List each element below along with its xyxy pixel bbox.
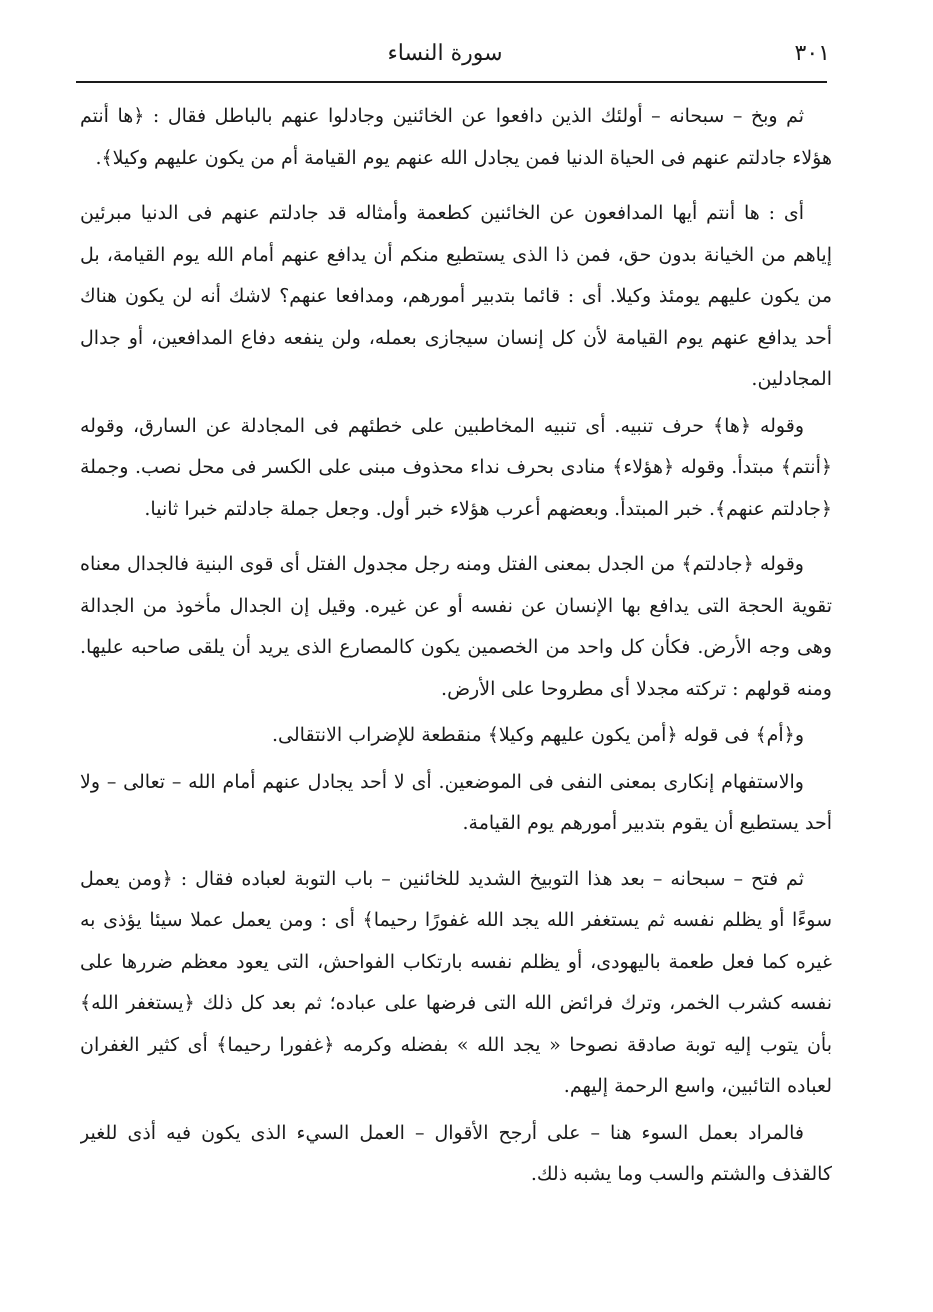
paragraph-evil-deed: فالمراد بعمل السوء هنا – على أرجح الأقوال – العمل السيء الذى يكون فيه أذى للغير كالقذف والشتم والسب وما يشبه ذلك. <box>80 1121 832 1185</box>
paragraph-repentance: ثم فتح – سبحانه – بعد هذا التوبيخ الشديد للخائنين – باب التوبة لعباده فقال : ﴿ومن يعمل سوءًا أو يظلم نفسه ثم يستغفر الله يجد الله غفورًا رحيما﴾ أى : ومن يعمل عملا سيئا يؤذى به غيره كما فعل طعمة باليهودى، أو يظلم نفسه بارتكاب الفواحش، التى يعود معظم ضررها على نفسه كشرب الخمر، وترك فرائض الله التى فرضها على عباده؛ ثم بعد كل ذلك ﴿يستغفر الله﴾ بأن يتوب إليه توبة صادقة نصوحا « يجد الله » بفضله وكرمه ﴿غفورا رحيما﴾ أى كثير الغفران لعباده التائبين، واسع الرحمة إليهم. <box>80 867 832 1097</box>
paragraph-rebuke: ثم وبخ – سبحانه – أولئك الذين دافعوا عن الخائنين وجادلوا عنهم بالباطل فقال : ﴿ها أنتم هؤلاء جادلتم عنهم فى الحياة الدنيا فمن يجادل الله عنهم يوم القيامة أم من يكون عليهم وكيلا﴾. <box>80 105 832 169</box>
header-divider <box>76 81 827 83</box>
paragraph-explanation: أى : ها أنتم أيها المدافعون عن الخائنين كطعمة وأمثاله قد جادلتم عنهم فى الدنيا مبرئين إياهم من الخيانة بدون حق، فمن ذا الذى يستطيع منكم أن يدافع عنهم أمام الله يوم القيامة، بل من يكون عليهم يومئذ وكيلا. أى : قائما بتدبير أمورهم، ومدافعا عنهم؟ لاشك أنه لن يكون هناك أحد يدافع عنهم يوم القيامة لأن كل إنسان سيجازى بعمله، ولن ينفعه دفاع المدافعين، أو جدال المجادلين. <box>80 202 832 390</box>
surah-title: سورة النساء <box>387 41 503 66</box>
paragraph-istifham: والاستفهام إنكارى بمعنى النفى فى الموضعين. أى لا أحد يجادل عنهم أمام الله – تعالى – ولا أحد يستطيع أن يقوم بتدبير أمورهم يوم القيامة. <box>80 770 832 834</box>
body-text <box>80 96 832 1246</box>
paragraph-am-particle: و﴿أم﴾ فى قوله ﴿أمن يكون عليهم وكيلا﴾ منقطعة للإضراب الانتقالى. <box>272 724 804 746</box>
page-header <box>60 36 830 82</box>
paragraph-jadal-meaning: وقوله ﴿جادلتم﴾ من الجدل بمعنى الفتل ومنه رجل مجدول الفتل أى قوى البنية فالجدال معناه تقوية الحجة التى يدافع بها الإنسان عن نفسه أو عن غيره. وقيل إن الجدال مأخوذ من الجدالة وهى وجه الأرض. فكأن كل واحد من الخصمين يكون كالمصارع الذى يريد أن يلقى صاحبه عليها. ومنه قولهم : تركته مجدلا أى مطروحا على الأرض. <box>80 553 832 700</box>
paragraph-grammar: وقوله ﴿ها﴾ حرف تنبيه. أى تنبيه المخاطبين على خطئهم فى المجادلة عن السارق، وقوله ﴿أنتم﴾ مبتدأ. وقوله ﴿هؤلاء﴾ منادى بحرف نداء محذوف مبنى على الكسر فى محل نصب. وجملة ﴿جادلتم عنهم﴾. خبر المبتدأ. وبعضهم أعرب هؤلاء خبر أول. وجعل جملة جادلتم خبرا ثانيا. <box>80 414 832 520</box>
page-number: ٣٠١ <box>794 41 830 66</box>
